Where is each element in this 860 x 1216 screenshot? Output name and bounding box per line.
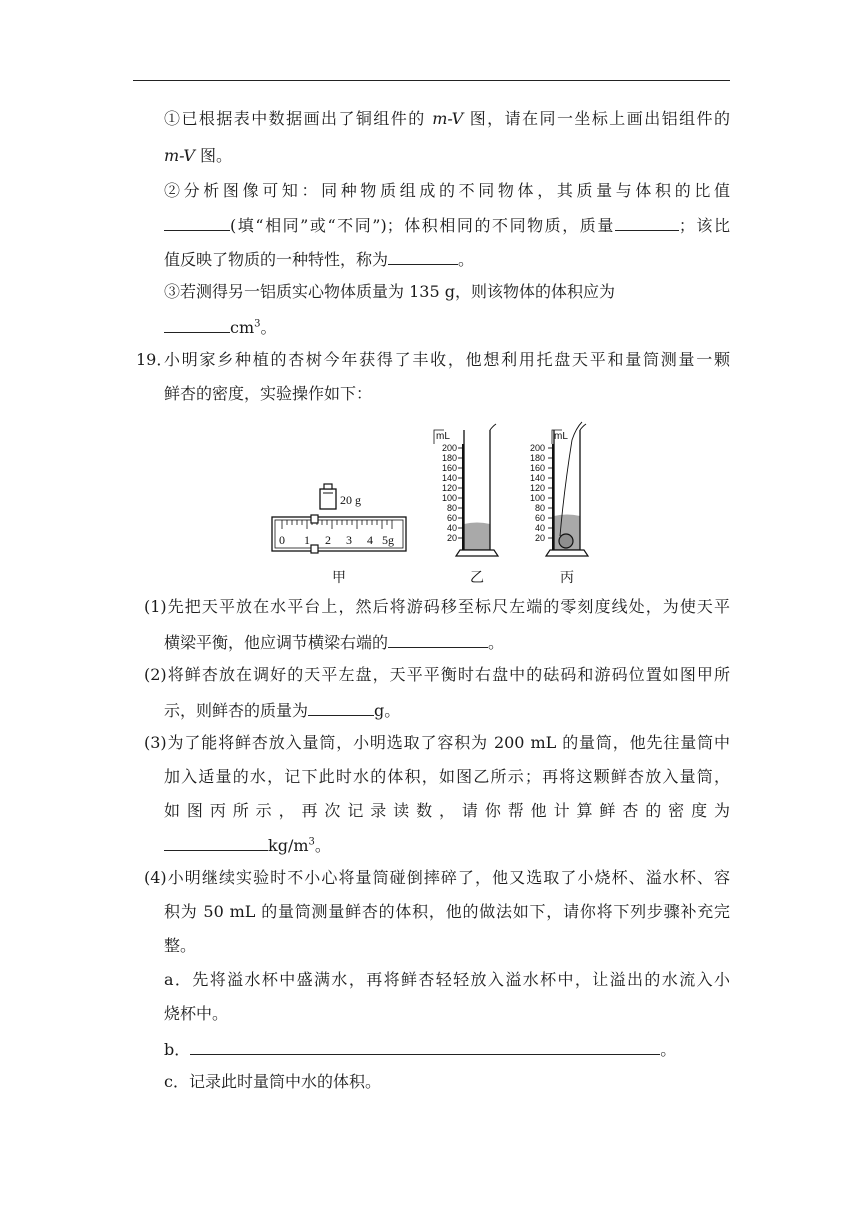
step-b-line: b． 。: [164, 1040, 677, 1059]
svg-text:80: 80: [447, 503, 458, 513]
part3-line1: (3)为了能将鲜杏放入量筒，小明选取了容积为 200 mL 的量筒，他先往量筒中: [144, 733, 730, 752]
answer-blank[interactable]: [615, 214, 679, 231]
scale-tick: 5g: [382, 533, 394, 547]
part2-line2: 示，则鲜杏的质量为 g。: [164, 701, 401, 720]
sub1-line2: m-V 图。: [164, 146, 233, 165]
svg-text:140: 140: [530, 473, 546, 483]
svg-text:mL: mL: [436, 431, 450, 442]
sub2-line2: (填“相同”或“不同”)；体积相同的不同物质，质量 ；该比: [164, 214, 730, 236]
part3-line3: 如图丙所示，再次记录读数，请你帮他计算鲜杏的密度为: [164, 801, 730, 820]
svg-text:180: 180: [442, 453, 458, 463]
rider: [311, 515, 318, 523]
apricot-icon: [559, 534, 573, 548]
svg-text:200: 200: [442, 443, 458, 453]
answer-blank[interactable]: [388, 631, 488, 648]
caption-yi: 乙: [470, 570, 484, 586]
answer-blank[interactable]: [190, 1038, 660, 1055]
answer-blank[interactable]: [164, 834, 268, 851]
answer-blank[interactable]: [388, 248, 458, 265]
svg-text:80: 80: [535, 503, 546, 513]
part3-line2: 加入适量的水，记下此时水的体积，如图乙所示；再将这颗鲜杏放入量筒，: [164, 767, 730, 786]
svg-text:20: 20: [535, 533, 546, 543]
sub1-line1: ①已根据表中数据画出了铜组件的 m-V 图，请在同一坐标上画出铝组件的: [164, 109, 730, 128]
step-a-line1: a．先将溢水杯中盛满水，再将鲜杏轻轻放入溢水杯中，让溢出的水流入小: [164, 970, 730, 989]
header-rule: [133, 80, 730, 81]
step-a-line2: 烧杯中。: [164, 1004, 229, 1023]
svg-text:200: 200: [530, 443, 546, 453]
answer-blank[interactable]: [164, 214, 230, 231]
sub2-line3: 值反映了物质的一种特性，称为 。: [164, 250, 475, 269]
svg-text:120: 120: [442, 483, 458, 493]
answer-blank[interactable]: [308, 699, 374, 716]
cylinder-yi-diagram: [434, 424, 498, 586]
part4-line1: (4)小明继续实验时不小心将量筒碰倒摔碎了，他又选取了小烧杯、溢水杯、容: [144, 868, 730, 887]
scale-tick: 1: [304, 533, 310, 547]
weight-icon: [320, 489, 336, 509]
question-19-number: 19．: [136, 350, 173, 369]
svg-text:100: 100: [530, 493, 546, 503]
svg-text:160: 160: [530, 463, 546, 473]
caption-bing: 丙: [560, 570, 574, 586]
cylinder-bing-diagram: [530, 422, 588, 586]
scale-tick: 0: [279, 533, 285, 547]
question-19-line1: 小明家乡种植的杏树今年获得了丰收，他想利用托盘天平和量筒测量一颗: [164, 350, 730, 369]
scale-tick: 2: [325, 533, 331, 547]
part4-line2: 积为 50 mL 的量筒测量鲜杏的体积，他的做法如下，请你将下列步骤补充完: [164, 902, 730, 921]
svg-text:60: 60: [447, 513, 458, 523]
part1-line2: 横梁平衡，他应调节横梁右端的 。: [164, 633, 505, 652]
sub2-line1: ②分析图像可知：同种物质组成的不同物体，其质量与体积的比值: [164, 181, 730, 200]
svg-text:140: 140: [442, 473, 458, 483]
svg-text:40: 40: [447, 523, 458, 533]
svg-text:20: 20: [447, 533, 458, 543]
svg-text:40: 40: [535, 523, 546, 533]
experiment-figure: [268, 420, 608, 588]
part2-line1: (2)将鲜杏放在调好的天平左盘，天平平衡时右盘中的砝码和游码位置如图甲所: [144, 665, 730, 684]
svg-text:mL: mL: [554, 431, 568, 442]
answer-blank[interactable]: [164, 316, 230, 333]
question-19-line2: 鲜杏的密度，实验操作如下：: [164, 384, 373, 403]
svg-text:120: 120: [530, 483, 546, 493]
sub3-line2: $cm^3$。: [164, 316, 277, 338]
svg-text:180: 180: [530, 453, 546, 463]
part4-line3: 整。: [164, 936, 197, 955]
svg-text:100: 100: [442, 493, 458, 503]
part3-line4: $kg/m^3$。: [164, 834, 331, 856]
weight-label: 20 g: [340, 493, 361, 507]
sub3-line1: ③若测得另一铝质实心物体质量为 135 g，则该物体的体积应为: [164, 282, 615, 301]
svg-text:160: 160: [442, 463, 458, 473]
scale-tick: 4: [367, 533, 373, 547]
svg-text:60: 60: [535, 513, 546, 523]
part1-line1: (1)先把天平放在水平台上，然后将游码移至标尺左端的零刻度线处，为使天平: [144, 597, 730, 616]
step-c-line: c．记录此时量筒中水的体积。: [164, 1072, 381, 1091]
balance-scale-diagram: [272, 484, 406, 586]
caption-jia: 甲: [332, 570, 346, 586]
scale-tick: 3: [346, 533, 352, 547]
